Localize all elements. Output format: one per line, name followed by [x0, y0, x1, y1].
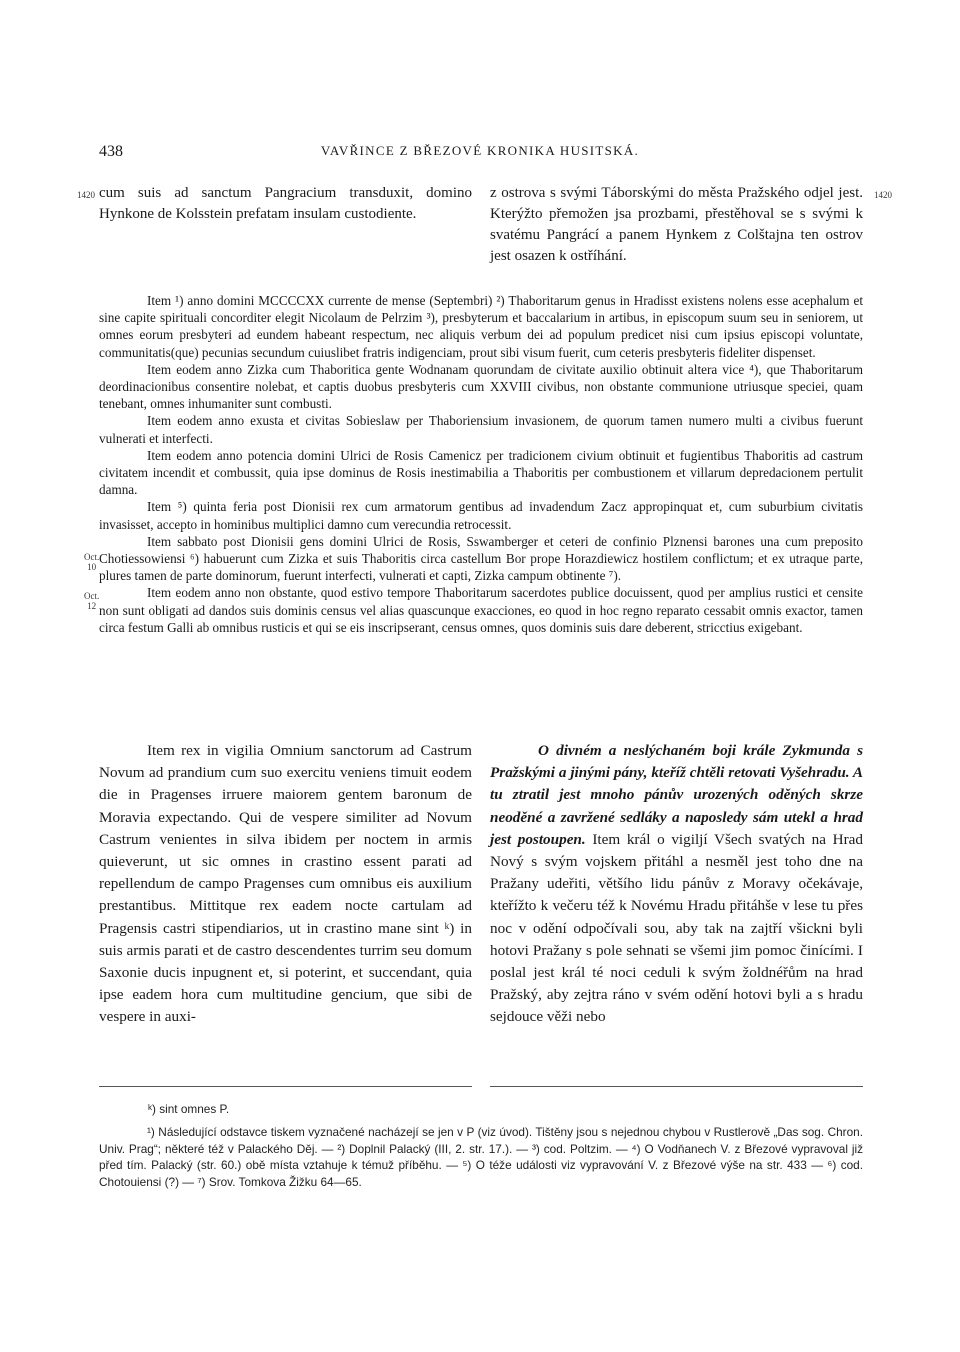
latin-paragraph: Item eodem anno Zizka cum Thaboritica gente Wodnanam quorundam de civitate auxilio obtinuit altera vice ⁴), que Thaboritarum deordinacionibus consentire nolebat, et captis duobus presbyteris cum XXVIII civibus, non obstante communione utriusque speciei, quam tenebant, omnes inhumaniter sunt combusti.: [99, 361, 863, 412]
running-title: VAVŘINCE Z BŘEZOVÉ KRONIKA HUSITSKÁ.: [320, 143, 640, 158]
top-latin-text: cum suis ad sanctum Pangracium transduxit, domino Hynkone de Kolsstein prefatam insulam custodiente.: [99, 185, 472, 222]
latin-paragraph: Item sabbato post Dionisii gens domini Ulrici de Rosis, Sswamberger et ceteri de confinio Plznensi barones una cum preposito Chotiessowiensi ⁶) habuerunt cum Zizka et suis Thaboritis circa castellum Bor prope Horazdiewicz hostilem conflictum; et ex utraque parte, plures tamen de parte dominorum, fuerunt interfecti, vulnerati et capti, Zizka campum obtinente ⁷).: [99, 533, 863, 584]
latin-paragraph: Item eodem anno exusta et civitas Sobieslaw per Thaboriensium invasionem, de quorum tamen numero multi a civibus fuerunt vulnerati et interfecti.: [99, 413, 863, 446]
margin-year-left: 1420: [77, 190, 95, 200]
latin-section: [99, 292, 863, 636]
bottom-czech-paragraph: [490, 740, 863, 1029]
top-czech-text: z ostrova s svými Táborskými do města Pražského odjel jest. Kterýžto přemožen jsa prozbami, přestěhoval se s svými k svatému Pangrácí a panem Hynkem z Colštajna ten ostrov jest osazen k ostříhání.: [490, 185, 863, 264]
latin-paragraph: Item ⁵) quinta feria post Dionisii rex cum armatorum gentibus ad invadendum Zacz appropinquat et, cum suburbium civitatis invasisset, accepto in hominibus multiplici damno cum verecundia retrocessit.: [99, 499, 863, 532]
bottom-czech-text: Item král o vigiljí Všech svatých na Hrad Nový s svým vojskem přitáhl a nesměl jest toho dne na Pražany udeřiti, většího lidu pánův z Moravy očekávaje, kteřížto k večeru též k Novému Hradu přitáhše v lese tu přes noc v odění odpočívali sou, aby tak na zajtří všickni byli hotovi Pražany s pole sehnati se všemi jim pomoc činícími. I poslal jest král té noci ceduli k svým žoldnéřům na hrad Pražský, aby zejtra ráno v svém odění hotovi byli a s hradu sejdouce věži nebo: [490, 830, 864, 1026]
bottom-latin-text: Item rex in vigilia Omnium sanctorum ad Castrum Novum ad prandium cum suo exercitu veniens timuit eodem die in Pragenses irruere maiorem gentem baronum de Moravia expectando. Qui de vespere similiter ad Novum Castrum venientes in silva ibidem per noctem in armis quieverunt, ut sic omnes in crastino essent parati ad repellendum de campo Pragenses cum omnibus eis auxilium prestantibus. Mittitque rex eadem nocte cartulam ad Pragensis castri stipendiarios, ut in crastino mane sint ᵏ) in suis armis parati et de castro descendentes turrim seu domum Saxonie ducis inpugnent et, si poterint, et succendant, quia ipse eadem hora cum multitudine gencium, que sibi de vespere in auxi-: [99, 742, 472, 1026]
footnotes-main: ¹) Následující odstavce tiskem vyznačené nacházejí se jen v P (viz úvod). Tištěny jsou s nejednou chybou v Rustlerově „Das sog. Chron. Univ. Prag“; některé též v Palackého Děj. — ²) Doplnil Palacký (III, 2. str. 17.). — ³) cod. Poltzim. — ⁴) O Vodňanech V. z Březové vypravoval již před tím. Palacký (str. 60.) obě místa vztahuje k témuž příběhu. — ⁵) O téže události viz vypravování V. z Březové výše na str. 433 — ⁶) cod. Chotouiensi (?) — ⁷) Srov. Tomkova Žižku 64—65.: [99, 1125, 863, 1189]
margin-year-right: 1420: [874, 190, 892, 200]
latin-paragraph: Item eodem anno potencia domini Ulrici de Rosis Camenicz per tradicionem civium obtinuit et fugientibus Thaboritis ad castrum civitatem incendit et combussit, quia ipse dominus de Rosis inestimabilia a Thaboritis per combustionem et villarum depredacionem pertulit damna.: [99, 447, 863, 498]
bottom-czech-column: [490, 740, 863, 1029]
bottom-latin-column: [99, 740, 472, 1029]
footnote-rule-right: [490, 1086, 863, 1087]
chapter-heading: O divném a neslýchaném boji krále Zykmunda s Pražskými a jinými pány, kteříž chtěli retovati Vyšehradu. A tu ztratil jest mnoho pánův urozených oděných skrze neoděné a zavržené sedláky a naposledy sám utekl a hrad jest postoupen.: [490, 742, 863, 848]
latin-paragraph: Item ¹) anno domini MCCCCXX currente de mense (Septembri) ²) Thaboritarum genus in Hradisst existens nolens esse acephalum et sine capite spirituali concorditer elegit Nicolaum de Pelrzim ³), presbyterum et baccalarium in artibus, in episcopum suum seu in seniorem, ut omnes eorum presbyteri ad eundem habeant respectum, nec aliquis verbum dei ad populum predicet nisi cum ipsius episcopi voluntate, communitatis(que) pecunias secundum cuiuslibet fratris indigenciam, prout sibi visum fuerit, cum ceteris presbyteris fideliter dispenset.: [99, 293, 863, 360]
page-number: 438: [99, 143, 123, 160]
margin-date-oct12: Oct. 12: [84, 591, 100, 611]
footnote-k: ᵏ) sint omnes P.: [148, 1102, 230, 1116]
footnote-rule-left: [99, 1086, 472, 1087]
latin-paragraph: Item eodem anno non obstante, quod estivo tempore Thaboritarum sacerdotes publice docuissent, quod per amplius rustici et censite non sunt obligati ad dandos suis dominis census vel alias quascunque exacciones, eo quod in hoc regno reparato cessabit omnis exactor, tamen circa festum Galli ab omnibus rusticis et qui se eis inscripserant, census omnes, quos dominis suis dare deberent, stricctius exigebant.: [99, 585, 863, 635]
margin-date-oct10: Oct. 10: [84, 552, 100, 572]
